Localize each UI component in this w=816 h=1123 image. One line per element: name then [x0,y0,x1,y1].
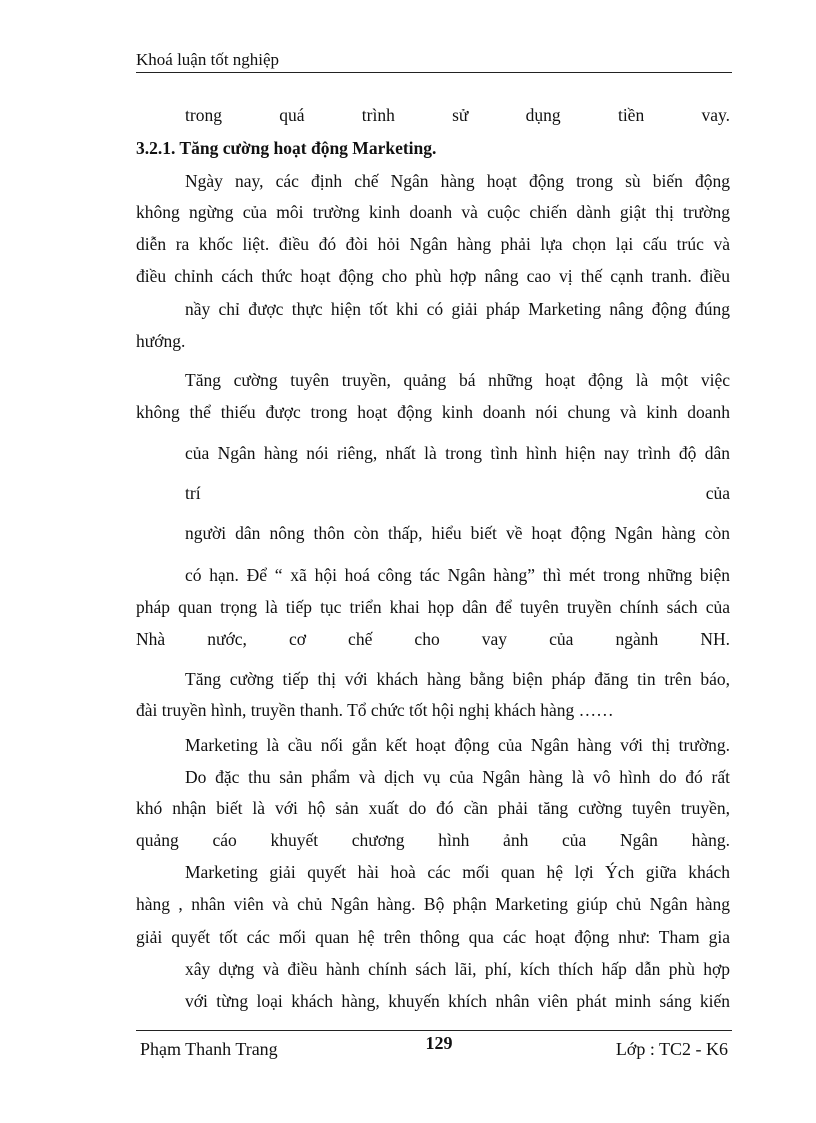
text-line: của Ngân hàng nói riêng, nhất là trong tình hình hiện nay trình độ dân [185,443,730,463]
page-number: 129 [425,1033,453,1053]
text-line: hàng , nhân viên và chủ Ngân hàng. Bộ phận Marketing giúp chủ Ngân hàng [136,894,730,914]
text-line: quảng cáo khuyết chương hình ảnh của Ngân hàng. [136,830,730,850]
text-line: Tăng cường tiếp thị với khách hàng bằng biện pháp đăng tin trên báo, [185,669,730,689]
text-line: khó nhận biết là với hộ sản xuất do đó cần phải tăng cường tuyên truyền, [136,798,730,818]
section-heading: 3.2.1. Tăng cường hoạt động Marketing. [136,138,437,158]
footer-divider [136,1030,732,1031]
text-line: Ngày nay, các định chế Ngân hàng hoạt động trong sù biến động [185,171,730,191]
text-line: Nhà nước, cơ chế cho vay của ngành NH. [136,629,730,649]
text-line: trong quá trình sử dụng tiền vay. [185,105,730,125]
text-line: không ngừng của môi trường kinh doanh và cuộc chiến dành giật thị trường [136,202,730,222]
text-line: nầy chỉ được thực hiện tốt khi có giải pháp Marketing nâng động đúng [185,299,730,319]
text-line: không thể thiếu được trong hoạt động kinh doanh nói chung và kinh doanh [136,402,730,422]
text-line: với từng loại khách hàng, khuyến khích nhân viên phát minh sáng kiến [185,991,730,1011]
header-divider [136,72,732,73]
running-header: Khoá luận tốt nghiệp [136,50,280,69]
text-line: trí của [185,483,730,503]
text-line: Marketing giải quyết hài hoà các mối quan hệ lợi Ých giữa khách [185,862,730,882]
text-line: Marketing là cầu nối gắn kết hoạt động của Ngân hàng với thị trường. [185,735,730,755]
text-line: hướng. [136,331,186,351]
text-line: giải quyết tốt các mối quan hệ trên thông qua các hoạt động như: Tham gia [136,927,730,947]
text-line: đài truyền hình, truyền thanh. Tổ chức tốt hội nghị khách hàng …… [136,700,614,720]
text-line: xây dựng và điều hành chính sách lãi, phí, kích thích hấp dẫn phù hợp [185,959,730,979]
text-line: người dân nông thôn còn thấp, hiểu biết về hoạt động Ngân hàng còn [185,523,730,543]
text-line: điều chỉnh cách thức hoạt động cho phù hợp nâng cao vị thế cạnh tranh. điều [136,266,730,286]
footer-author: Phạm Thanh Trang [140,1039,278,1059]
text-line: diễn ra khốc liệt. điều đó đòi hỏi Ngân hàng phải lựa chọn lại cấu trúc và [136,234,730,254]
text-line: pháp quan trọng là tiếp tục triển khai họp dân để tuyên truyền chính sách của [136,597,730,617]
text-line: có hạn. Để “ xã hội hoá công tác Ngân hàng” thì mét trong những biện [185,565,730,585]
text-line: Tăng cường tuyên truyền, quảng bá những hoạt động là một việc [185,370,730,390]
footer-class-label: Lớp : TC2 - K6 [615,1039,728,1059]
text-line: Do đặc thu sản phẩm và dịch vụ của Ngân hàng là vô hình do đó rất [185,767,730,787]
